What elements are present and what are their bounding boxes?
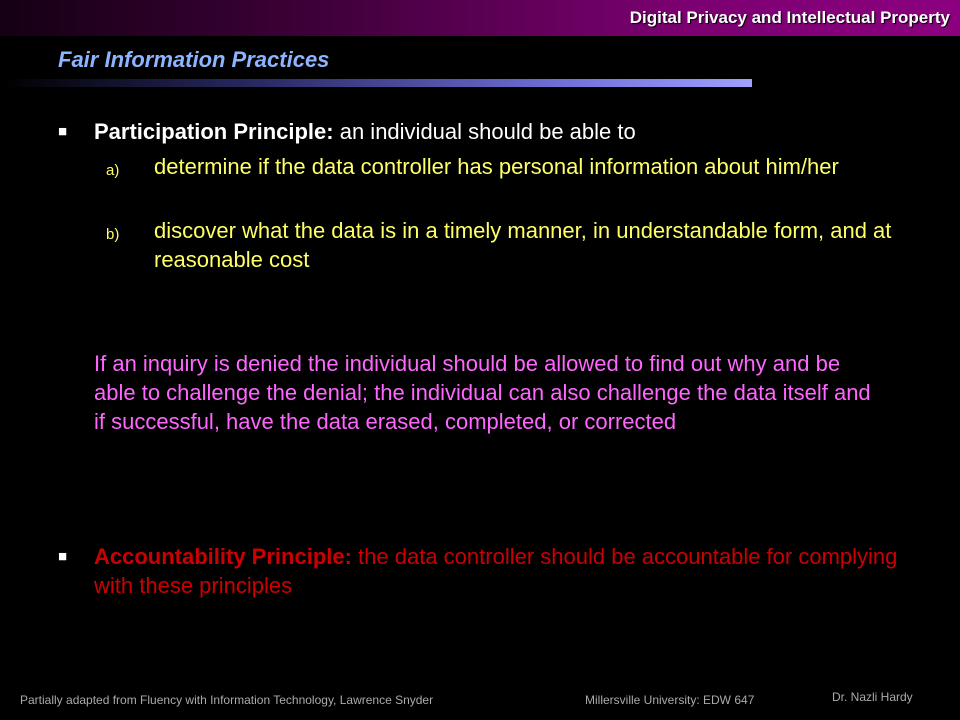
title-divider (0, 79, 752, 87)
item-text: discover what the data is in a timely manner, in understandable form, and at reasonable cost (154, 218, 892, 272)
slide-title: Fair Information Practices (58, 47, 330, 72)
header-bar (0, 0, 960, 36)
accountability-text (94, 542, 914, 600)
participation-label: Participation Principle: (94, 119, 334, 144)
footer-course: Millersville University: EDW 647 (585, 693, 755, 707)
footer-source: Partially adapted from Fluency with Information Technology, Lawrence Snyder (20, 693, 434, 707)
header-title: Digital Privacy and Intellectual Property (629, 8, 950, 27)
accountability-desc: the data controller should be accountable for complying with these principles (94, 544, 898, 598)
participation-text (94, 117, 894, 146)
square-bullet-icon: ■ (58, 548, 68, 565)
accountability-label: Accountability Principle: (94, 544, 352, 569)
item-marker: a) (106, 162, 120, 179)
item-text: determine if the data controller has personal information about him/her (154, 154, 839, 179)
footer-author: Dr. Nazli Hardy (832, 690, 913, 704)
accountability-bullet (58, 542, 914, 600)
participation-paragraph: If an inquiry is denied the individual should be allowed to find out why and be able to challenge the denial; the individual can also challenge the data itself and if successful, have the data erased, completed, or corrected (94, 351, 871, 434)
participation-item-b (106, 216, 914, 274)
participation-bullet (58, 117, 894, 146)
participation-item-a (106, 152, 914, 185)
square-bullet-icon: ■ (58, 123, 68, 140)
participation-desc: an individual should be able to (333, 119, 636, 144)
item-marker: b) (106, 226, 120, 243)
